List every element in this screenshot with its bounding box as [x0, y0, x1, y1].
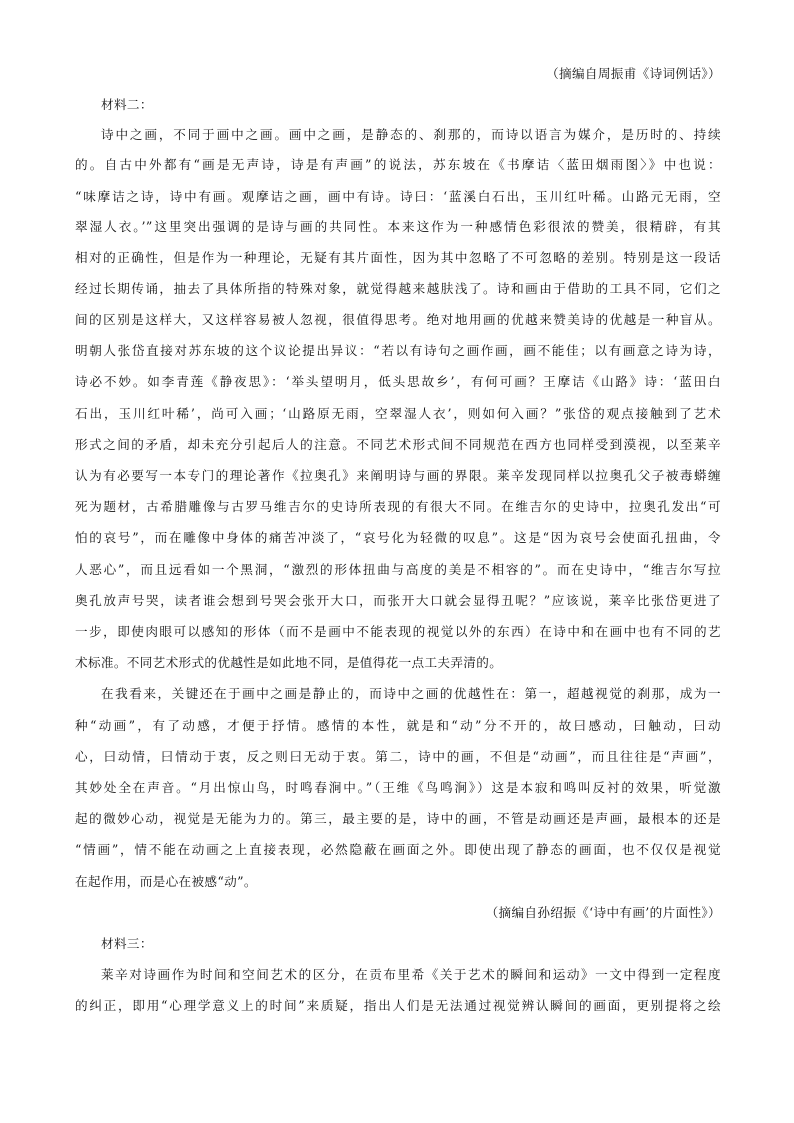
text-line: 的。自古中外都有“画是无声诗，诗是有声画”的说法，苏东坡在《书摩诘〈蓝田烟雨图〉》中也说：	[75, 157, 721, 172]
text-line: 诗必不妙。如李青莲《静夜思》：‘举头望明月，低头思故乡’，有何可画？王摩诘《山路》诗：‘蓝田白	[75, 374, 721, 389]
source-citation-2: （摘编自孙绍振《‘诗中有画’的片面性》）	[485, 905, 721, 920]
text-line: 起的微妙心动，视觉是无能为力的。第三，最主要的是，诗中的画，不管是动画还是声画，最根本的还是	[75, 811, 721, 826]
text-line: 形式之间的矛盾，却未充分引起后人的注意。不同艺术形式间不同规范在西方也同样受到漠视，以至莱辛	[75, 437, 721, 452]
text-line: 石出，玉川红叶稀’，尚可入画；‘山路原无雨，空翠湿人衣’，则如何入画？”张岱的观点接触到了艺术	[75, 406, 721, 421]
text-line: “情画”，情不能在动画之上直接表现，必然隐蔽在画面之外。即使出现了静态的画面，也不仅仅是视觉	[75, 842, 721, 857]
text-line: 的纠正，即用“心理学意义上的时间”来质疑，指出人们是无法通过视觉辨认瞬间的画面，更别提将之绘	[75, 998, 721, 1013]
text-line: 怕的哀号”，而在雕像中身体的痛苦冲淡了，“哀号化为轻微的叹息”。这是“因为哀号会使面孔扭曲，令	[75, 530, 721, 545]
text-line: 经过长期传诵，抽去了具体所指的特殊对象，就觉得越来越肤浅了。诗和画由于借助的工具不同，它们之	[75, 281, 721, 296]
text-line: 在起作用，而是心在被感“动”。	[75, 874, 257, 889]
text-line: 一步，即使肉眼可以感知的形体（而不是画中不能表现的视觉以外的东西）在诗中和在画中也有不同的艺	[75, 624, 721, 639]
source-citation-1: （摘编自周振甫《诗词例话》）	[546, 66, 721, 81]
text-line: 在我看来，关键还在于画中之画是静止的，而诗中之画的优越性在：第一，超越视觉的刹那，成为一	[101, 686, 721, 701]
text-line: 相对的正确性，但是作为一种理论，无疑有其片面性，因为其中忽略了不可忽略的差别。特别是这一段话	[75, 250, 721, 265]
section-heading-material-2: 材料二：	[101, 97, 153, 112]
text-line: 明朝人张岱直接对苏东坡的这个议论提出异议：“若以有诗句之画作画，画不能佳；以有画意之诗为诗，	[75, 343, 721, 358]
text-line: “味摩诘之诗，诗中有画。观摩诘之画，画中有诗。诗曰：‘蓝溪白石出，玉川红叶稀。山路元无雨，空	[75, 189, 721, 204]
text-line: 间的区别是这样大，又这样容易被人忽视，很值得思考。绝对地用画的优越来赞美诗的优越是一种盲从。	[75, 312, 721, 327]
text-line: 奥孔放声号哭，读者谁会想到号哭会张开大口，而张开大口就会显得丑呢？”应该说，莱辛比张岱更进了	[75, 593, 721, 608]
text-line: 人恶心”，而且远看如一个黑洞，“激烈的形体扭曲与高度的美是不相容的”。而在史诗中，“维吉尔写拉	[75, 562, 721, 577]
text-line: 心，曰动情，曰情动于衷，反之则曰无动于衷。第二，诗中的画，不但是“动画”，而且往往是“声画”，	[75, 749, 721, 764]
text-line: 死为题材，古希腊雕像与古罗马维吉尔的史诗所表现的有很大不同。在维吉尔的史诗中，拉奥孔发出“可	[75, 499, 721, 514]
text-line: 认为有必要写一本专门的理论著作《拉奥孔》来阐明诗与画的界限。莱辛发现同样以拉奥孔父子被毒蟒缠	[75, 468, 721, 483]
section-heading-material-3: 材料三：	[101, 936, 153, 951]
text-line: 种“动画”，有了动感，才便于抒情。感情的本性，就是和“动”分不开的，故曰感动，曰触动，曰动	[75, 718, 721, 733]
text-line: 翠湿人衣。’”这里突出强调的是诗与画的共同性。本来这作为一种感情色彩很浓的赞美，很精辟，有其	[75, 219, 721, 234]
text-line: 其妙处全在声音。“月出惊山鸟，时鸣春涧中。”（王维《鸟鸣涧》）这是本寂和鸣叫反衬的效果，听觉激	[75, 780, 721, 795]
text-line: 诗中之画，不同于画中之画。画中之画，是静态的、刹那的，而诗以语言为媒介，是历时的、持续	[101, 127, 721, 142]
text-line: 术标准。不同艺术形式的优越性是如此地不同，是值得花一点工夫弄清的。	[75, 655, 503, 670]
text-line: 莱辛对诗画作为时间和空间艺术的区分，在贡布里希《关于艺术的瞬间和运动》一文中得到一定程度	[101, 967, 721, 982]
